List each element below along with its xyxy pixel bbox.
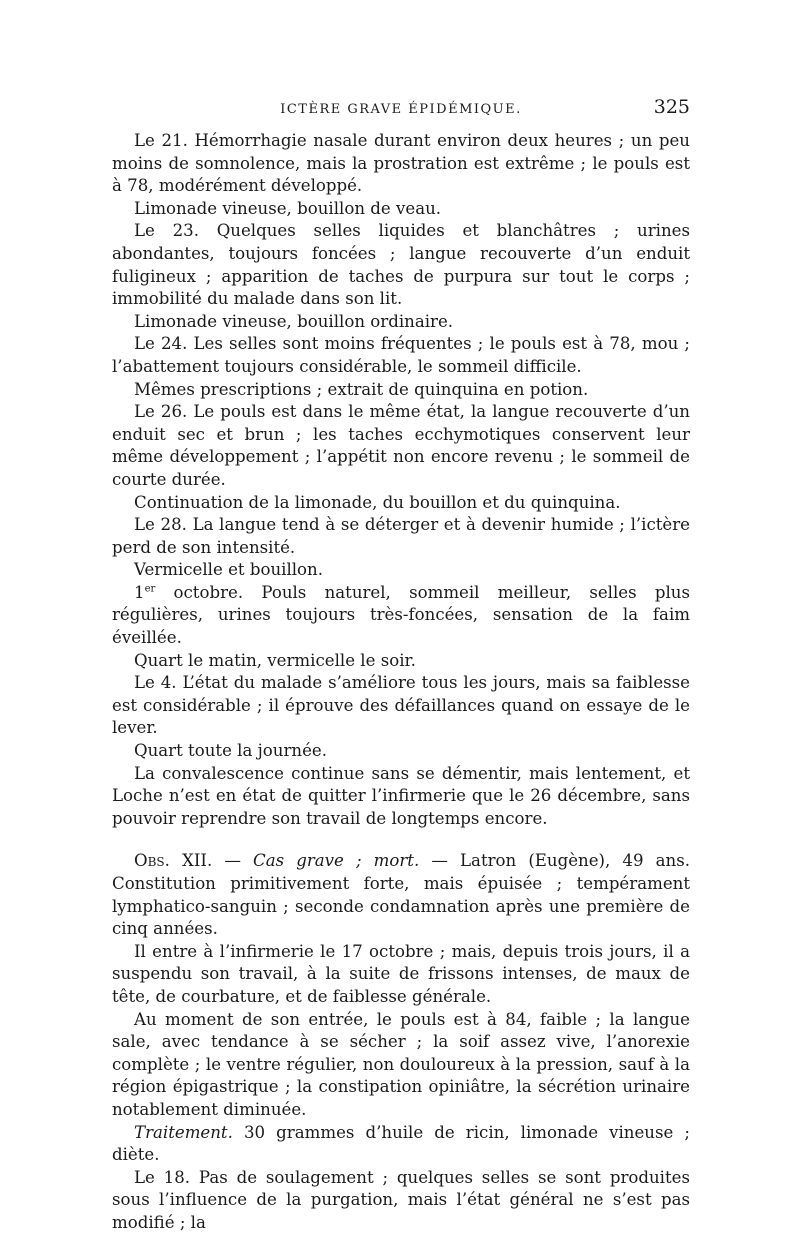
running-title: ICTÈRE GRAVE ÉPIDÉMIQUE. — [280, 102, 522, 117]
paragraph: Continuation de la limonade, du bouillon et du quinquina. — [134, 492, 621, 512]
body-text — [112, 130, 690, 1235]
paragraph: Le 18. Pas de soulagement ; quelques selles se sont produites sous l’influence de la purgation, mais l’état général ne s’est pas modifié ; la — [112, 1167, 690, 1232]
paragraph: Vermicelle et bouillon. — [134, 560, 324, 580]
page-header — [112, 96, 690, 130]
observation-text: — Latron (Eugène), 49 ans. Constitution primitivement forte, mais épuisée ; tempérament lymphatico-sanguin ; seconde condamnation après une première de cinq années. — [112, 851, 690, 939]
traitement-text: 30 grammes d’huile de ricin, limonade vineuse ; diète. — [112, 1122, 690, 1165]
dash: — — [212, 851, 254, 871]
paragraph: Le 21. Hémorrhagie nasale durant environ deux heures ; un peu moins de somnolence, mais la prostration est extrême ; le pouls est à 78, modérément développé. — [112, 131, 690, 196]
traitement-label: Traitement. — [134, 1122, 233, 1142]
paragraph: Le 23. Quelques selles liquides et blanchâtres ; urines abondantes, toujours foncées ; langue recouverte d’un enduit fuligineux ; apparition de taches de purpura sur tout le corps ; immobilité du malade dans son lit. — [112, 221, 690, 309]
paragraph: Le 26. Le pouls est dans le même état, la langue recouverte d’un enduit sec et brun ; les taches ecchymotiques conservent leur même développement ; l’appétit non encore revenu ; le sommeil de courte durée. — [112, 402, 690, 489]
paragraph: Limonade vineuse, bouillon de veau. — [134, 198, 442, 218]
paragraph-text: octobre. Pouls naturel, sommeil meilleur, selles plus régulières, urines toujours très-foncées, sensation de la faim éveillée. — [112, 582, 690, 648]
paragraph: Limonade vineuse, bouillon ordinaire. — [134, 311, 454, 331]
date-number: 1 — [134, 582, 145, 602]
observation-heading — [112, 850, 690, 940]
book-page — [112, 96, 690, 1235]
paragraph: Le 24. Les selles sont moins fréquentes ; le pouls est à 78, mou ; l’abattement toujours considérable, le sommeil difficile. — [112, 334, 690, 376]
page-number: 325 — [653, 96, 690, 118]
paragraph: Au moment de son entrée, le pouls est à 84, faible ; la langue sale, avec tendance à se sécher ; la soif assez vive, l’anorexie complète ; le ventre régulier, non douloureux à la pression, sauf à la région épigastrique ; la constipation opiniâtre, la sécrétion urinaire notablement diminuée. — [112, 1009, 690, 1119]
paragraph: Le 4. L’état du malade s’améliore tous les jours, mais sa faiblesse est considérable ; il éprouve des défaillances quand on essaye de le lever. — [112, 673, 690, 738]
observation-label: Obs. XII. — [134, 851, 213, 871]
case-type: Cas grave ; mort. — [253, 851, 420, 871]
paragraph: La convalescence continue sans se démentir, mais lentement, et Loche n’est en état de quitter l’infirmerie que le 26 décembre, sans pouvoir reprendre son travail de longtemps encore. — [112, 763, 690, 828]
paragraph-octobre — [112, 582, 690, 650]
paragraph: Il entre à l’infirmerie le 17 octobre ; mais, depuis trois jours, il a suspendu son travail, à la suite de frissons intenses, de maux de tête, de courbature, et de faiblesse générale. — [112, 941, 690, 1006]
section-gap — [112, 830, 690, 850]
paragraph-traitement — [112, 1122, 690, 1167]
paragraph: Mêmes prescriptions ; extrait de quinquina en potion. — [134, 379, 589, 399]
date-ordinal: er — [144, 583, 156, 595]
paragraph: Quart toute la journée. — [134, 741, 327, 761]
paragraph: Le 28. La langue tend à se déterger et à devenir humide ; l’ictère perd de son intensité. — [112, 515, 690, 557]
paragraph: Quart le matin, vermicelle le soir. — [134, 650, 416, 670]
